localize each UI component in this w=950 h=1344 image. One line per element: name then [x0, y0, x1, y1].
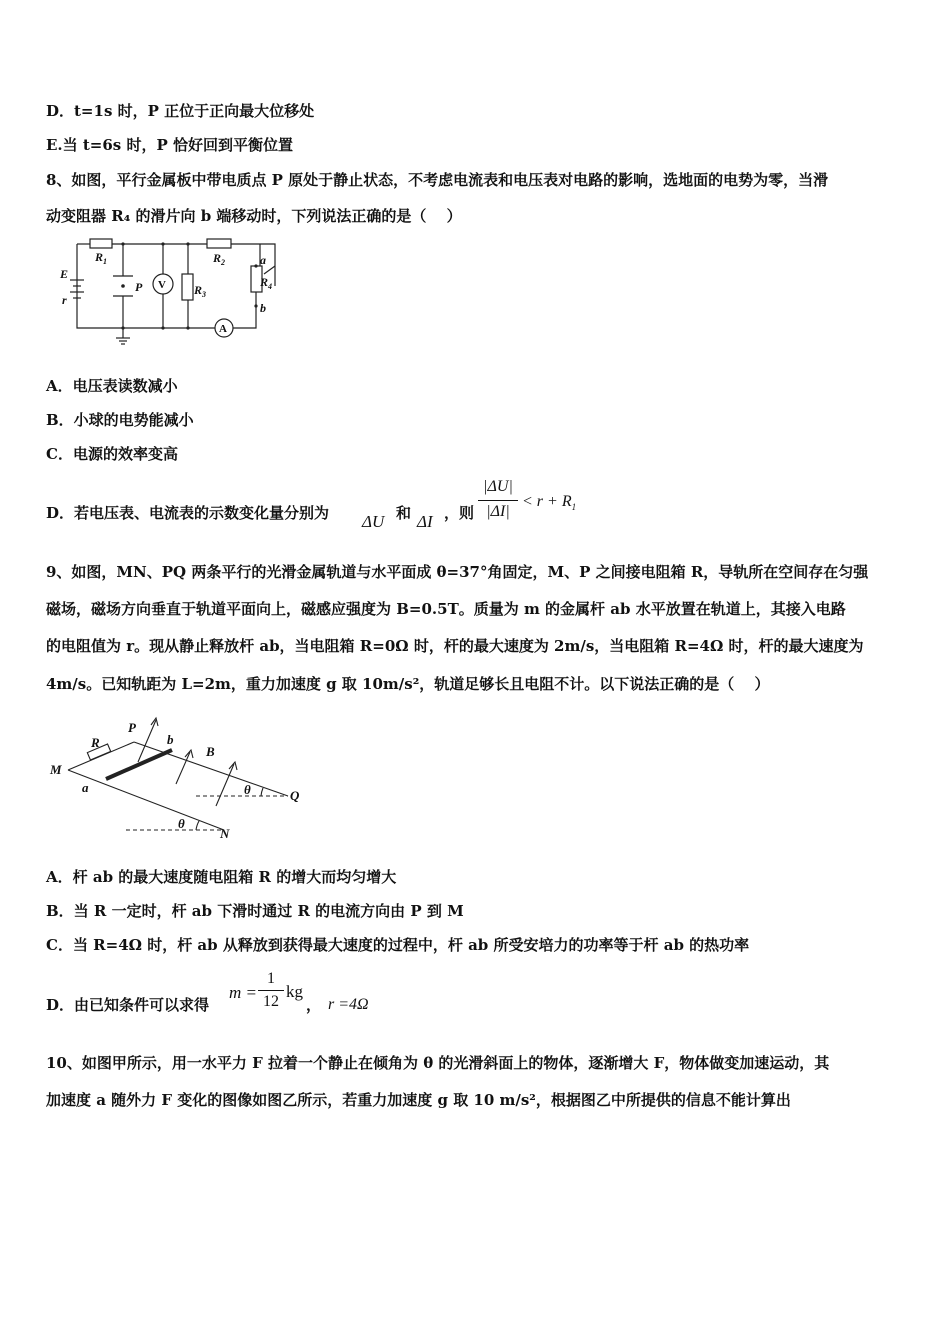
option-c-q8: C．电源的效率变高 [46, 445, 178, 463]
label-b: b [167, 732, 174, 747]
option-d-q7: D．t=1s 时，P 正位于正向最大位移处 [46, 102, 315, 120]
option-d-q8: D．若电压表、电流表的示数变化量分别为 [46, 504, 330, 522]
label-q: Q [290, 788, 300, 803]
question-9-stem-line2: 磁场，磁场方向垂直于轨道平面向上，磁感应强度为 B=0.5T。质量为 m 的金属杆 ab 水平放置在轨道上，其接入电路 [46, 600, 846, 618]
option-e-q7: E.当 t=6s 时，P 恰好回到平衡位置 [46, 136, 293, 154]
question-8-stem-line2: 动变阻器 R₄ 的滑片向 b 端移动时，下列说法正确的是（ ） [46, 207, 462, 225]
fraction-denominator: |ΔI| [478, 500, 518, 521]
label-r: R [91, 735, 100, 750]
label-field-b: B [206, 744, 215, 759]
mass-numerator: 1 [267, 970, 275, 987]
fraction-numerator: |ΔU| [483, 478, 513, 495]
label-r2: $R_2$ [213, 251, 226, 267]
mass-fraction [258, 970, 284, 1011]
delta-u: ΔU [362, 512, 385, 531]
mass-unit: kg [286, 982, 303, 1001]
label-theta-2: θ [178, 816, 185, 831]
option-a-q8: A．电压表读数减小 [46, 377, 178, 395]
question-8-stem-line1: 8、如图，平行金属板中带电质点 P 原处于静止状态，不考虑电流表和电压表对电路的影响，选地面的电势为零，当滑 [46, 171, 829, 189]
option-d-q9: D．由已知条件可以求得 [46, 996, 210, 1014]
mass-denominator: 12 [258, 990, 284, 1011]
label-a: a [82, 780, 89, 795]
label-b: b [260, 301, 266, 315]
then-text: ，则 [444, 504, 475, 522]
label-r1: $R_1$ [95, 250, 108, 266]
rhs-inequality: < $r + R_1$ [522, 493, 577, 513]
incline-rails-diagram [46, 712, 311, 842]
label-n: N [220, 826, 230, 841]
resistance-value: r =4Ω [328, 996, 369, 1013]
label-e: E [60, 267, 69, 281]
label-p: P [128, 720, 136, 735]
label-theta-1: θ [244, 782, 251, 797]
label-r3: $R_3$ [194, 283, 207, 299]
delta-fraction [478, 478, 518, 521]
label-p: P [135, 280, 143, 294]
delta-i: ΔI [417, 512, 433, 531]
question-9-stem-line1: 9、如图，MN、PQ 两条平行的光滑金属轨道与水平面成 θ=37°角固定，M、P 之间接电阻箱 R，导轨所在空间存在匀强 [46, 563, 869, 581]
question-9-stem-line4: 4m/s。已知轨距为 L=2m，重力加速度 g 取 10m/s²，轨道足够长且电阻不计。以下说法正确的是（ ） [46, 675, 770, 693]
comma: ， [306, 996, 322, 1014]
label-m: M [50, 762, 62, 777]
option-c-q9: C．当 R=4Ω 时，杆 ab 从释放到获得最大速度的过程中，杆 ab 所受安培力的功率等于杆 ab 的热功率 [46, 936, 750, 954]
label-ammeter: A [219, 323, 227, 335]
question-10-stem-line2: 加速度 a 随外力 F 变化的图像如图乙所示，若重力加速度 g 取 10 m/s²，根据图乙中所提供的信息不能计算出 [46, 1091, 791, 1109]
question-9-stem-line3: 的电阻值为 r。现从静止释放杆 ab，当电阻箱 R=0Ω 时，杆的最大速度为 2m/s，当电阻箱 R=4Ω 时，杆的最大速度为 [46, 637, 864, 655]
label-r: r [62, 293, 67, 307]
circuit-diagram [55, 236, 300, 348]
mass-symbol: m = [229, 983, 257, 1002]
question-10-stem-line1: 10、如图甲所示，用一水平力 F 拉着一个静止在倾角为 θ 的光滑斜面上的物体，逐渐增大 F，物体做变加速运动，其 [46, 1054, 830, 1072]
option-b-q9: B．当 R 一定时，杆 ab 下滑时通过 R 的电流方向由 P 到 M [46, 902, 464, 920]
option-b-q8: B．小球的电势能减小 [46, 411, 194, 429]
and-text: 和 [396, 504, 412, 522]
label-v: V [158, 279, 166, 291]
label-r4: $R_4$ [260, 275, 273, 291]
label-a: a [260, 253, 266, 267]
option-a-q9: A．杆 ab 的最大速度随电阻箱 R 的增大而均匀增大 [46, 868, 397, 886]
